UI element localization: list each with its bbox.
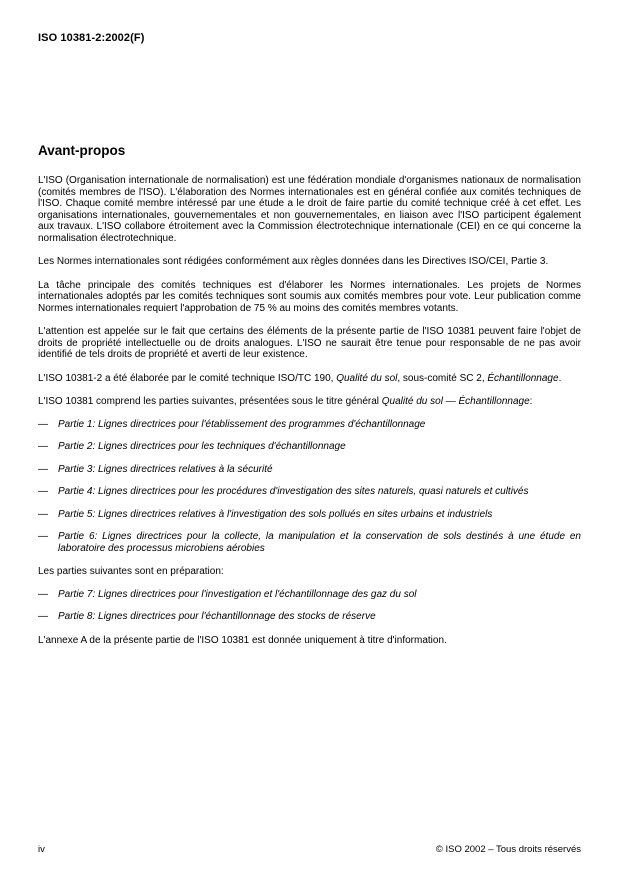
paragraph-in-preparation: Les parties suivantes sont en préparation: <box>38 566 224 577</box>
italic-segment: Échantillonnage <box>487 372 559 384</box>
text-segment: L'ISO 10381-2 a été élaborée par le comité technique ISO/TC 190, <box>38 372 337 384</box>
paragraph-parts-intro <box>38 396 581 408</box>
part-title: Partie 7: Lignes directrices pour l'investigation et l'échantillonnage des gaz du sol <box>58 588 417 600</box>
italic-segment: Qualité du sol — Échantillonnage <box>381 396 530 407</box>
list-item-part-1 <box>38 419 581 431</box>
list-item-part-3 <box>38 464 581 476</box>
list-item-part-8 <box>38 611 581 623</box>
page-number: iv <box>38 843 45 855</box>
part-title: Partie 2: Lignes directrices pour les techniques d'échantillonnage <box>58 441 346 452</box>
em-dash: — <box>38 441 48 452</box>
list-item-part-4 <box>38 486 581 498</box>
paragraph-directives: Les Normes internationales sont rédigées conformément aux règles données dans les Directives ISO/CEI, Partie 3. <box>38 256 549 267</box>
em-dash: — <box>38 611 48 622</box>
em-dash: — <box>38 418 48 430</box>
text-segment: L'ISO 10381 comprend les parties suivantes, présentées sous le titre général <box>38 396 382 407</box>
em-dash: — <box>38 486 48 497</box>
part-title: Partie 4: Lignes directrices pour les procédures d'investigation des sites naturels, quasi naturels et cultivés <box>58 486 529 497</box>
em-dash: — <box>38 508 48 520</box>
foreword-title: Avant-propos <box>38 143 126 158</box>
paragraph-committee-task: La tâche principale des comités techniques est d'élaborer les Normes internationales. Les projets de Normes internationales adoptés par les comités techniques sont soumis aux comités membres pour vote. Leur publication comme Normes internationales requiert l'approbation de 75 % au moins des comités membres votants. <box>38 279 581 314</box>
copyright-notice: © ISO 2002 – Tous droits réservés <box>435 843 581 855</box>
list-item-part-7 <box>38 589 581 601</box>
paragraph-iso-intro: L'ISO (Organisation internationale de normalisation) est une fédération mondiale d'organismes nationaux de normalisation (comités membres de l'ISO). L'élaboration des Normes internationales est en général confiée aux comités techniques de l'ISO. Chaque comité membre intéressé par une étude a le droit de faire partie du comité technique créé à cet effet. Les organisations internationales, gouvernementales et non gouvernementales, en liaison avec l'ISO participent également aux travaux. L'ISO collabore étroitement avec la Commission électrotechnique internationale (CEI) en ce qui concerne la normalisation électrotechnique. <box>38 175 581 244</box>
list-item-part-2 <box>38 441 581 453</box>
document-reference: ISO 10381-2:2002(F) <box>38 32 145 44</box>
paragraph-annex-note: L'annexe A de la présente partie de l'ISO 10381 est donnée uniquement à titre d'information. <box>38 634 447 646</box>
italic-segment: Qualité du sol <box>336 372 398 384</box>
list-item-part-6 <box>38 531 581 554</box>
em-dash: — <box>38 588 48 600</box>
part-title: Partie 3: Lignes directrices relatives à la sécurité <box>58 463 273 475</box>
em-dash: — <box>38 463 48 475</box>
paragraph-patent-notice: L'attention est appelée sur le fait que certains des éléments de la présente partie de l'ISO 10381 peuvent faire l'objet de droits de propriété intellectuelle ou de droits analogues. L'ISO ne saurait être tenue pour responsable de ne pas avoir identifié de tels droits de propriété et averti de leur existence. <box>38 326 581 360</box>
text-segment: : <box>529 396 533 407</box>
page-header <box>38 28 581 46</box>
part-title: Partie 1: Lignes directrices pour l'établissement des programmes d'échantillonnage <box>58 418 426 430</box>
paragraph-elaborated-by <box>38 373 581 385</box>
part-title: Partie 5: Lignes directrices relatives à l'investigation des sols pollués en sites urbains et industriels <box>58 508 493 520</box>
part-title: Partie 8: Lignes directrices pour l'échantillonnage des stocks de réserve <box>58 611 376 622</box>
list-item-part-5 <box>38 509 581 521</box>
text-segment: , sous-comité SC 2, <box>397 372 488 384</box>
page-footer <box>38 844 581 856</box>
em-dash: — <box>38 531 48 542</box>
text-segment: . <box>558 372 562 384</box>
part-title: Partie 6: Lignes directrices pour la collecte, la manipulation et la conservation de sols destinés à une étude en laboratoire des processus microbiens aérobies <box>58 531 581 554</box>
